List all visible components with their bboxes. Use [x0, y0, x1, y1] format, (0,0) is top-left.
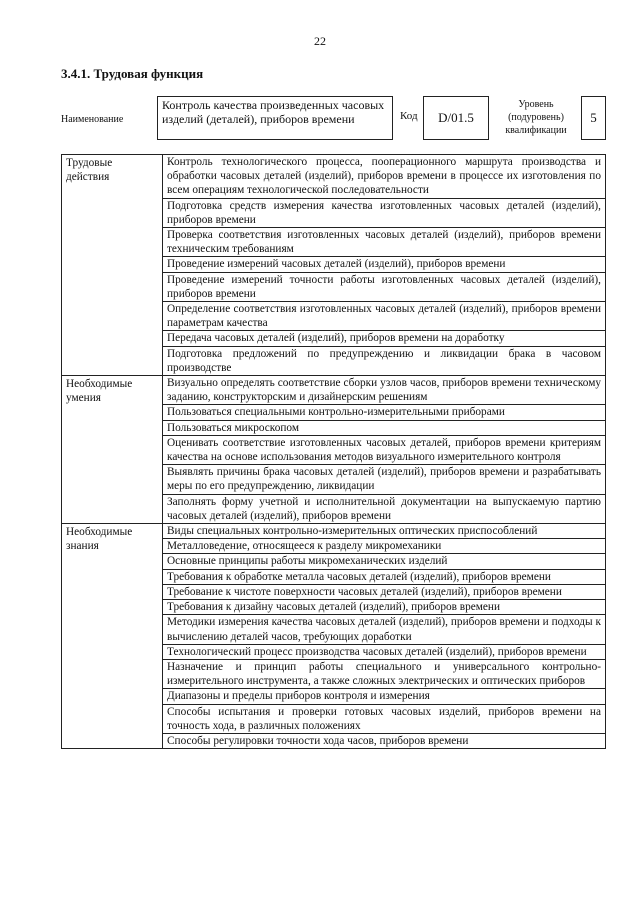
table-row	[62, 524, 606, 539]
item-cell: Пользоваться микроскопом	[163, 420, 606, 435]
item-cell: Технологический процесс производства часовых деталей (изделий), приборов времени	[163, 644, 606, 659]
item-cell: Пользоваться специальными контрольно-измерительными приборами	[163, 405, 606, 420]
item-cell: Способы регулировки точности хода часов, приборов времени	[163, 733, 606, 748]
code-label: Код	[400, 110, 418, 122]
category-cell: Необходимые знания	[62, 524, 163, 749]
section-title: 3.4.1. Трудовая функция	[61, 66, 204, 81]
item-cell: Диапазоны и пределы приборов контроля и измерения	[163, 689, 606, 704]
item-cell: Назначение и принцип работы специального и универсального контрольно-измерительного инструмента, а также сложных электрических и оптических приборов	[163, 659, 606, 688]
function-table	[61, 154, 606, 749]
item-cell: Требование к чистоте поверхности часовых деталей (изделий), приборов времени	[163, 584, 606, 599]
item-cell: Оценивать соответствие изготовленных часовых деталей, приборов времени критериям качества на основе использования методов визуального измерительного контроля	[163, 435, 606, 464]
item-cell: Проведение измерений часовых деталей (изделий), приборов времени	[163, 257, 606, 272]
item-cell: Визуально определять соответствие сборки узлов часов, приборов времени техническому заданию, конструкторским и дизайнерским решениям	[163, 376, 606, 405]
item-cell: Определение соответствия изготовленных часовых деталей (изделий), приборов времени параметрам качества	[163, 302, 606, 331]
page-number: 22	[314, 34, 326, 48]
item-cell: Виды специальных контрольно-измерительных оптических приспособлений	[163, 524, 606, 539]
category-cell: Трудовые действия	[62, 155, 163, 376]
item-cell: Металловедение, относящееся к разделу микромеханики	[163, 539, 606, 554]
item-cell: Основные принципы работы микромеханических изделий	[163, 554, 606, 569]
item-cell: Требования к обработке металла часовых деталей (изделий), приборов времени	[163, 569, 606, 584]
item-cell: Выявлять причины брака часовых деталей (изделий), приборов времени и разрабатывать меры по его предупреждению, ликвидации	[163, 465, 606, 494]
table-row	[62, 155, 606, 199]
item-cell: Проверка соответствия изготовленных часовых деталей (изделий), приборов времени техническим требованиям	[163, 228, 606, 257]
item-cell: Способы испытания и проверки готовых часовых изделий, приборов времени на точность хода, в различных положениях	[163, 704, 606, 733]
item-cell: Проведение измерений точности работы изготовленных часовых деталей (изделий), приборов времени	[163, 272, 606, 301]
function-name-box: Контроль качества произведенных часовых изделий (деталей), приборов времени	[157, 96, 393, 140]
item-cell: Подготовка средств измерения качества изготовленных часовых деталей (изделий), приборов времени	[163, 198, 606, 227]
qualification-level-box: 5	[581, 96, 606, 140]
category-cell: Необходимые умения	[62, 376, 163, 524]
table-row	[62, 376, 606, 405]
item-cell: Подготовка предложений по предупреждению и ликвидации брака в часовом производстве	[163, 346, 606, 375]
function-table-body	[62, 155, 606, 749]
function-code-box: D/01.5	[423, 96, 489, 140]
level-label: Уровень (подуровень) квалификации	[505, 99, 567, 136]
function-header	[61, 96, 606, 140]
item-cell: Методики измерения качества часовых деталей (изделий), приборов времени и подходы к вычислению деталей часов, требующих доработки	[163, 615, 606, 644]
item-cell: Передача часовых деталей (изделий), приборов времени на доработку	[163, 331, 606, 346]
item-cell: Контроль технологического процесса, пооперационного маршрута производства и обработки часовых деталей (изделий), приборов времени в процессе их изготовления по всем операциям технологической последовательности	[163, 155, 606, 199]
name-label: Наименование	[61, 114, 124, 125]
item-cell: Требования к дизайну часовых деталей (изделий), приборов времени	[163, 600, 606, 615]
item-cell: Заполнять форму учетной и исполнительной документации на выпускаемую партию часовых деталей (изделий), приборов времени	[163, 494, 606, 523]
